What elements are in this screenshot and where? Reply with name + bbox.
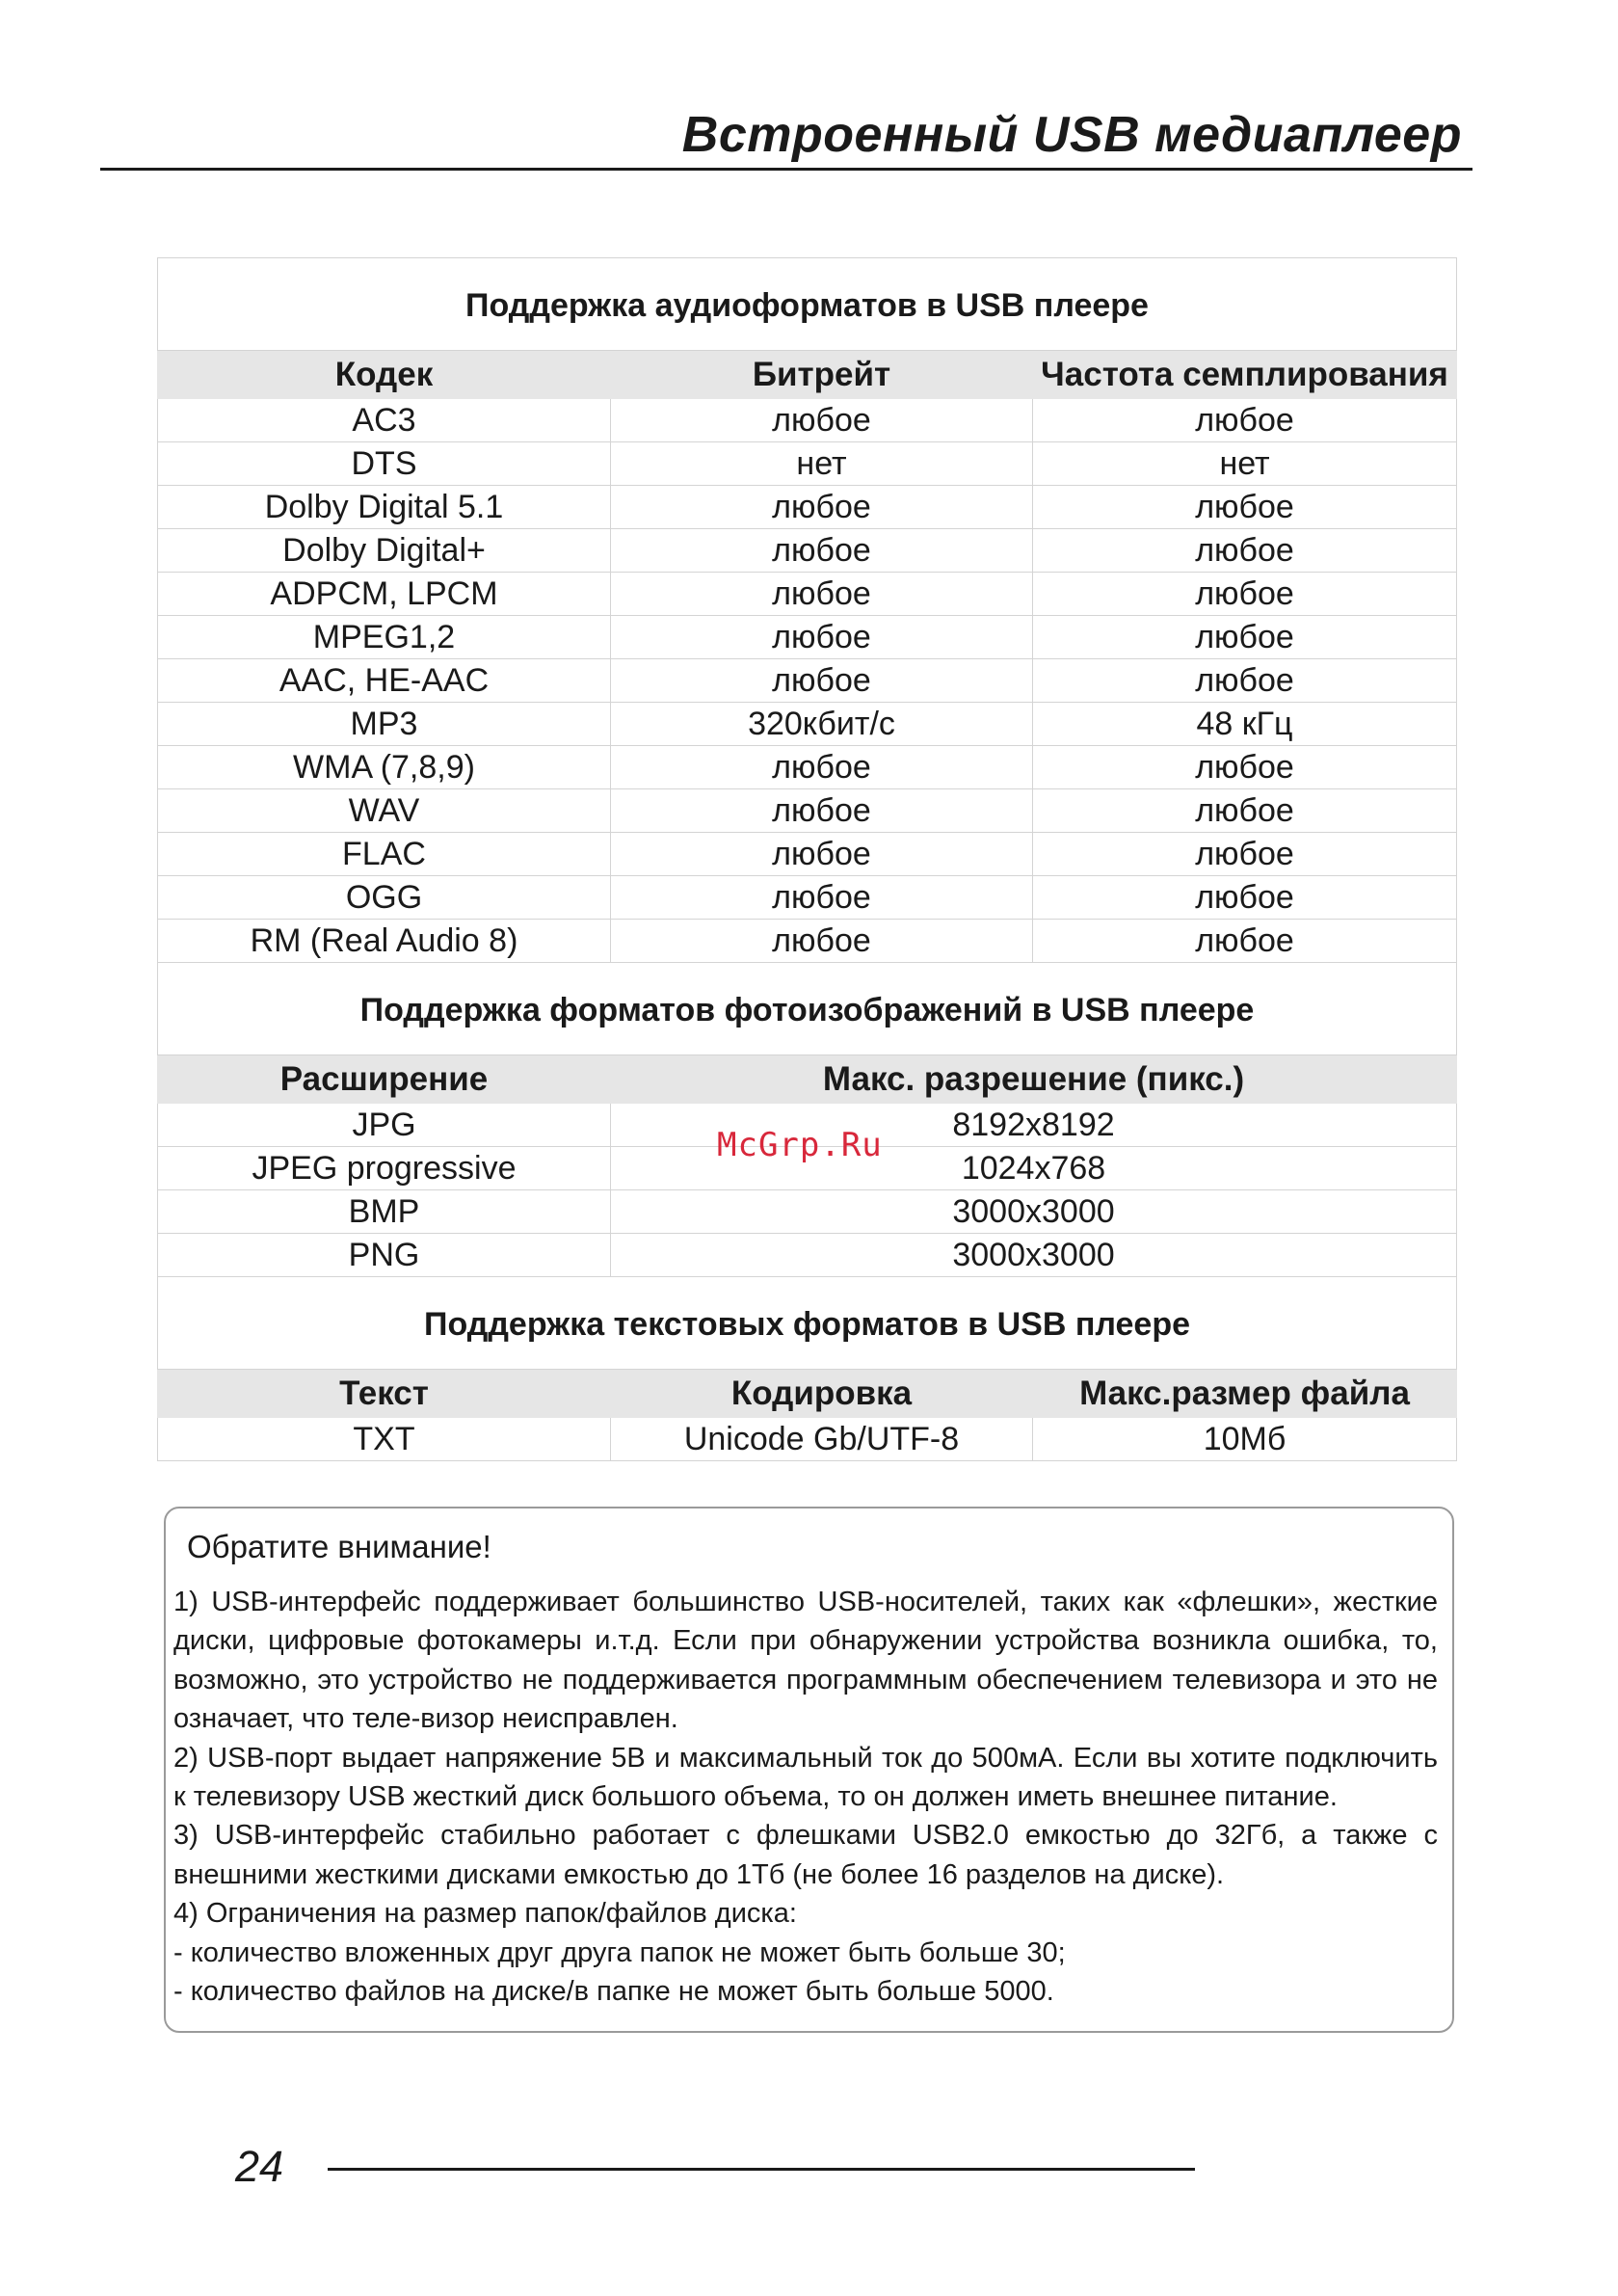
sample-rate-cell: любое bbox=[1033, 920, 1457, 963]
text-type-cell: TXT bbox=[158, 1418, 611, 1461]
sample-rate-cell: любое bbox=[1033, 573, 1457, 616]
table-row bbox=[158, 442, 1457, 486]
text-caption-row bbox=[158, 1277, 1457, 1370]
sample-rate-cell: любое bbox=[1033, 833, 1457, 876]
bitrate-cell: любое bbox=[611, 746, 1033, 789]
table-row bbox=[158, 746, 1457, 789]
page-number: 24 bbox=[235, 2142, 284, 2191]
table-row bbox=[158, 703, 1457, 746]
bitrate-cell: любое bbox=[611, 399, 1033, 442]
resolution-cell: 3000x3000 bbox=[611, 1234, 1457, 1277]
note-item: - количество вложенных друг друга папок не может быть больше 30; bbox=[173, 1936, 1066, 1968]
table-row bbox=[158, 573, 1457, 616]
table-row bbox=[158, 1190, 1457, 1234]
footer-divider bbox=[328, 2168, 1195, 2171]
photo-caption-row bbox=[158, 963, 1457, 1055]
note-item: 1) USB-интерфейс поддерживает большинство USB-носителей, таких как «флешки», жесткие диски, цифровые фотокамеры и.т.д. Если при обнаружении устройства возникла ошибка, то, возможно, это устройство не поддерживается программным обеспечением телевизора и это не означает, что теле-визор неисправлен. bbox=[173, 1587, 1438, 1735]
max-size-cell: 10Мб bbox=[1033, 1418, 1457, 1461]
codec-cell: MPEG1,2 bbox=[158, 616, 611, 659]
table-row bbox=[158, 789, 1457, 833]
codec-cell: RM (Real Audio 8) bbox=[158, 920, 611, 963]
audio-header-row bbox=[158, 351, 1457, 399]
codec-cell: Dolby Digital+ bbox=[158, 529, 611, 573]
bitrate-cell: любое bbox=[611, 920, 1033, 963]
column-header: Частота семплирования bbox=[1033, 351, 1457, 399]
resolution-cell: 1024x768 bbox=[611, 1147, 1457, 1190]
table-row bbox=[158, 659, 1457, 703]
sample-rate-cell: любое bbox=[1033, 399, 1457, 442]
table-row bbox=[158, 529, 1457, 573]
table-row bbox=[158, 920, 1457, 963]
header-divider bbox=[100, 168, 1472, 171]
bitrate-cell: любое bbox=[611, 573, 1033, 616]
codec-cell: AC3 bbox=[158, 399, 611, 442]
extension-cell: PNG bbox=[158, 1234, 611, 1277]
codec-cell: ADPCM, LPCM bbox=[158, 573, 611, 616]
watermark: McGrp.Ru bbox=[717, 1126, 883, 1164]
extension-cell: BMP bbox=[158, 1190, 611, 1234]
table-row bbox=[158, 486, 1457, 529]
resolution-cell: 3000x3000 bbox=[611, 1190, 1457, 1234]
table-row bbox=[158, 616, 1457, 659]
text-header-row bbox=[158, 1370, 1457, 1418]
audio-caption-row bbox=[158, 258, 1457, 351]
sample-rate-cell: любое bbox=[1033, 529, 1457, 573]
bitrate-cell: любое bbox=[611, 659, 1033, 703]
column-header: Кодировка bbox=[611, 1370, 1033, 1418]
table-row bbox=[158, 1234, 1457, 1277]
photo-header-row bbox=[158, 1055, 1457, 1104]
bitrate-cell: любое bbox=[611, 876, 1033, 920]
sample-rate-cell: нет bbox=[1033, 442, 1457, 486]
audio-table-caption: Поддержка аудиоформатов в USB плеере bbox=[158, 258, 1457, 351]
sample-rate-cell: 48 кГц bbox=[1033, 703, 1457, 746]
table-row bbox=[158, 399, 1457, 442]
codec-cell: WMA (7,8,9) bbox=[158, 746, 611, 789]
note-item: 3) USB-интерфейс стабильно работает с флешками USB2.0 емкостью до 32Гб, а также с внешними жесткими дисками емкостью до 1Тб (не более 16 разделов на диске). bbox=[173, 1820, 1438, 1890]
note-title: Обратите внимание! bbox=[187, 1529, 491, 1564]
table-row bbox=[158, 833, 1457, 876]
column-header: Расширение bbox=[158, 1055, 611, 1104]
sample-rate-cell: любое bbox=[1033, 659, 1457, 703]
codec-cell: WAV bbox=[158, 789, 611, 833]
column-header: Битрейт bbox=[611, 351, 1033, 399]
extension-cell: JPG bbox=[158, 1104, 611, 1147]
bitrate-cell: нет bbox=[611, 442, 1033, 486]
codec-cell: Dolby Digital 5.1 bbox=[158, 486, 611, 529]
column-header: Макс. разрешение (пикс.) bbox=[611, 1055, 1457, 1104]
text-table-caption: Поддержка текстовых форматов в USB плеере bbox=[158, 1277, 1457, 1370]
codec-cell: OGG bbox=[158, 876, 611, 920]
codec-cell: AAC, HE-AAC bbox=[158, 659, 611, 703]
sample-rate-cell: любое bbox=[1033, 789, 1457, 833]
bitrate-cell: любое bbox=[611, 789, 1033, 833]
column-header: Текст bbox=[158, 1370, 611, 1418]
sample-rate-cell: любое bbox=[1033, 746, 1457, 789]
bitrate-cell: любое bbox=[611, 833, 1033, 876]
note-item: 4) Ограничения на размер папок/файлов диска: bbox=[173, 1898, 797, 1930]
note-list bbox=[173, 1583, 1438, 2011]
resolution-cell: 8192x8192 bbox=[611, 1104, 1457, 1147]
table-row bbox=[158, 876, 1457, 920]
sample-rate-cell: любое bbox=[1033, 876, 1457, 920]
codec-cell: MP3 bbox=[158, 703, 611, 746]
formats-table bbox=[157, 257, 1457, 1461]
note-item: - количество файлов на диске/в папке не может быть больше 5000. bbox=[173, 1976, 1054, 2008]
sample-rate-cell: любое bbox=[1033, 486, 1457, 529]
codec-cell: FLAC bbox=[158, 833, 611, 876]
bitrate-cell: любое bbox=[611, 616, 1033, 659]
bitrate-cell: 320кбит/с bbox=[611, 703, 1033, 746]
sample-rate-cell: любое bbox=[1033, 616, 1457, 659]
extension-cell: JPEG progressive bbox=[158, 1147, 611, 1190]
note-item: 2) USB-порт выдает напряжение 5В и максимальный ток до 500мА. Если вы хотите подключить к телевизору USB жесткий диск большого объема, то он должен иметь внешнее питание. bbox=[173, 1742, 1438, 1813]
bitrate-cell: любое bbox=[611, 529, 1033, 573]
column-header: Кодек bbox=[158, 351, 611, 399]
table-row bbox=[158, 1418, 1457, 1461]
photo-table-caption: Поддержка форматов фотоизображений в USB плеере bbox=[158, 963, 1457, 1055]
codec-cell: DTS bbox=[158, 442, 611, 486]
bitrate-cell: любое bbox=[611, 486, 1033, 529]
encoding-cell: Unicode Gb/UTF-8 bbox=[611, 1418, 1033, 1461]
page-title: Встроенный USB медиаплеер bbox=[681, 107, 1462, 163]
column-header: Макс.размер файла bbox=[1033, 1370, 1457, 1418]
